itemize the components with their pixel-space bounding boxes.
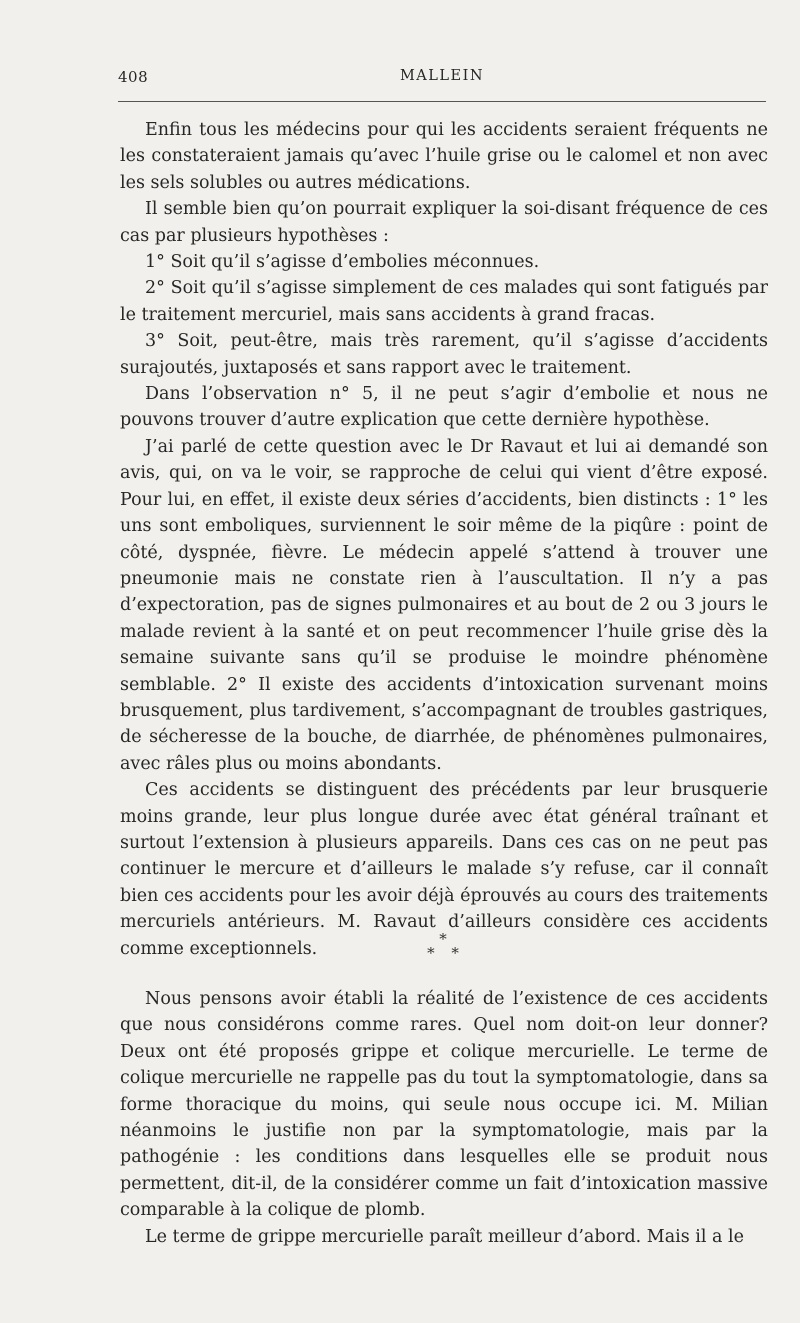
asterism-top: * — [439, 930, 447, 948]
paragraph: Nous pensons avoir établi la réalité de l’existence de ces accidents que nous considérons comme rares. Quel nom doit-on leur donner? Deux ont été proposés grippe et colique mercurielle. Le terme de colique mercurielle ne rappelle pas du tout la symptomatologie, dans sa forme thoracique du moins, qui seule nous occupe ici. M. Milian néanmoins le justifie non par la symptomatologie, mais par la pathogénie : les conditions dans lesquelles elle se produit nous permettent, dit-il, de la considérer comme un fait d’intoxication massive comparable à la colique de plomb. — [120, 989, 768, 1221]
body-text-section-1 — [120, 117, 768, 962]
body-text-section-2 — [120, 986, 768, 1250]
header-rule — [118, 101, 766, 102]
paragraph: Dans l’observation n° 5, il ne peut s’agir d’embolie et nous ne pouvons trouver d’autre explication que cette dernière hypothèse. — [120, 384, 768, 431]
paragraph: J’ai parlé de cette question avec le Dr Ravaut et lui ai demandé son avis, qui, on va le voir, se rapproche de celui qui vient d’être exposé. Pour lui, en effet, il existe deux séries d’accidents, bien distincts : 1° les uns sont emboliques, surviennent le soir même de la piqûre : point de côté, dyspnée, fièvre. Le médecin appelé s’attend à trouver une pneumonie mais ne constate rien à l’auscultation. Il n’y a pas d’expectoration, pas de signes pulmonaires et au bout de 2 ou 3 jours le malade revient à la santé et on peut recommencer l’huile grise dès la semaine suivante sans qu’il se produise le moindre phénomène semblable. 2° Il existe des accidents d’intoxication survenant moins brusquement, plus tardivement, s’accompagnant de troubles gastriques, de sécheresse de la bouche, de diarrhée, de phénomènes pulmonaires, avec râles plus ou moins abondants. — [120, 436, 768, 774]
running-title: MALLEIN — [399, 68, 485, 84]
paragraph: Enfin tous les médecins pour qui les accidents seraient fréquents ne les constateraient jamais qu’avec l’huile grise ou le calomel et non avec les sels solubles ou autres médications. — [120, 120, 768, 193]
paragraph: 2° Soit qu’il s’agisse simplement de ces malades qui sont fatigués par le traitement mercuriel, mais sans accidents à grand fracas. — [120, 278, 768, 325]
paragraph: Ces accidents se distinguent des précédents par leur brusquerie moins grande, leur plus longue durée avec état général traînant et surtout l’extension à plusieurs appareils. Dans ces cas on ne peut pas continuer le mercure et d’ailleurs le malade s’y refuse, car il connaît bien ces accidents pour les avoir déjà éprouvés au cours des traitements mercuriels antérieurs. M. Ravaut d’ailleurs considère ces accidents comme exceptionnels. — [120, 780, 768, 959]
page-header — [118, 68, 766, 90]
paragraph: Le terme de grippe mercurielle paraît meilleur d’abord. Mais il a le — [145, 1226, 744, 1247]
section-break-asterism — [418, 932, 468, 960]
paragraph: Il semble bien qu’on pourrait expliquer la soi-disant fréquence de ces cas par plusieurs hypothèses : — [120, 199, 768, 246]
page-number: 408 — [118, 68, 149, 86]
asterism-bottom: * * — [427, 944, 465, 962]
paragraph: 3° Soit, peut-être, mais très rarement, qu’il s’agisse d’accidents surajoutés, juxtaposés et sans rapport avec le traitement. — [120, 331, 768, 378]
paragraph: 1° Soit qu’il s’agisse d’embolies méconnues. — [145, 252, 540, 273]
